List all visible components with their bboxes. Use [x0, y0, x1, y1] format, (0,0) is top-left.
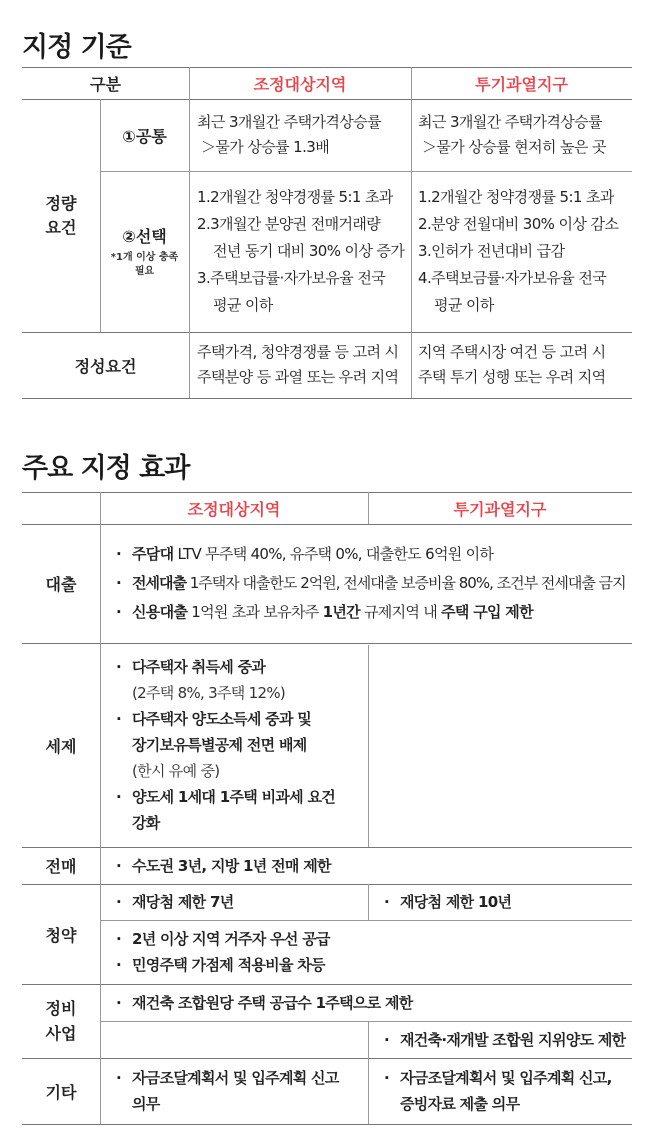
text-line: 3.주택보급률·자가보유율 전국 [197, 269, 386, 287]
selective-title: ②선택 [122, 227, 167, 246]
text-line: 주택 투기 성행 또는 우려 지역 [418, 368, 606, 386]
label-line: 요건 [45, 217, 77, 237]
redevelopment-item: · 재건축·재개발 조합원 지위양도 제한 [382, 1027, 625, 1053]
row-label-redevelopment [22, 984, 100, 1058]
text-line: 주택분양 등 과열 또는 우려 지역 [197, 368, 399, 386]
tax-item: · 양도세 1세대 1주택 비과세 요건 [114, 784, 335, 810]
section-title-criteria: 지정 기준 [22, 32, 131, 63]
common-speculation-cell [411, 99, 632, 171]
redevelopment-item: · 재건축 조합원당 주택 공급수 1주택으로 제한 [114, 990, 413, 1016]
text-line: 최근 3개월간 주택가격상승률 [418, 113, 602, 131]
subscription-speculation-cell [368, 884, 632, 920]
other-adjustment-cell [100, 1058, 368, 1124]
quantitative-requirement-label [22, 99, 100, 332]
label-line: 사업 [45, 1024, 77, 1043]
tax-item-continued: 강화 [132, 814, 160, 832]
row-label-tax: 세제 [45, 736, 77, 756]
common-label: ①공통 [122, 126, 167, 146]
subscription-item: · 민영주택 가점제 적용비율 차등 [114, 952, 330, 978]
loan-item: · 전세대출 1주택자 대출한도 2억원, 전세대출 보증비율 80%, 조건부 전세대출 금지 [114, 569, 626, 598]
selective-note: 필요 [134, 266, 155, 277]
subscription-shared-cell [100, 920, 632, 984]
tax-item: · 다주택자 양도소득세 중과 및 [114, 706, 335, 732]
text-line: ＞물가 상승률 1.3배 [201, 138, 330, 156]
tax-item: · 다주택자 취득세 중과 [114, 654, 335, 680]
text-line: 지역 주택시장 여건 등 고려 시 [418, 343, 606, 361]
header-speculation-zone: 투기과열지구 [453, 499, 547, 519]
redevelopment-shared-cell [100, 984, 632, 1021]
text-line: 1.2개월간 청약경쟁률 5:1 초과 [418, 188, 614, 206]
loan-item: · 신용대출 1억원 초과 보유차주 1년간 규제지역 내 주택 구입 제한 [114, 598, 626, 627]
text-line: 2.분양 전월대비 30% 이상 감소 [418, 215, 619, 233]
text-line: 1.2개월간 청약경쟁률 5:1 초과 [197, 188, 393, 206]
header-category: 구분 [90, 74, 121, 94]
other-item-continued: 증빙자료 제출 의무 [400, 1095, 520, 1113]
row-label-subscription: 청약 [45, 925, 77, 945]
other-item: · 자금조달계획서 및 입주계획 신고, [382, 1065, 612, 1091]
tax-item-continued: 장기보유특별공제 전면 배제 [132, 736, 307, 754]
selective-note: *1개 이상 충족 [110, 252, 179, 263]
text-line: 3.인허가 전년대비 급감 [418, 242, 565, 260]
text-line: 평균 이하 [434, 296, 494, 314]
row-label-resale: 전매 [45, 857, 77, 876]
tax-item-note: (한시 유예 중) [132, 762, 220, 780]
text-line: 4.주택보금률·자가보유율 전국 [418, 269, 607, 287]
selective-adjustment-cell [189, 171, 411, 332]
subscription-adjustment-cell [100, 884, 368, 920]
table-rule [22, 1124, 632, 1125]
subscription-item: · 2년 이상 지역 거주자 우선 공급 [114, 926, 330, 952]
redevelopment-speculation-cell [368, 1021, 632, 1058]
label-line: 정비 [45, 999, 77, 1018]
text-line: 주택가격, 청약경쟁률 등 고려 시 [197, 343, 399, 361]
resale-item: · 수도권 3년, 지방 1년 전매 제한 [114, 853, 331, 879]
selective-speculation-cell [411, 171, 632, 332]
header-speculation-zone: 투기과열지구 [475, 74, 568, 94]
text-line: 전년 동기 대비 30% 이상 증가 [213, 242, 405, 260]
tax-adjustment-cell [100, 643, 368, 847]
table-rule [22, 398, 632, 399]
loan-cell [100, 524, 632, 643]
header-adjustment-area: 조정대상지역 [253, 74, 347, 94]
selective-label [100, 171, 189, 332]
subscription-item: · 재당첨 제한 10년 [382, 889, 511, 915]
text-line: 2.3개월간 분양권 전매거래량 [197, 215, 381, 233]
tax-item-note: (2주택 8%, 3주택 12%) [132, 684, 286, 702]
text-line: ＞물가 상승률 현저히 높은 곳 [422, 138, 606, 156]
other-item: · 자금조달계획서 및 입주계획 신고 [114, 1065, 339, 1091]
text-line: 평균 이하 [213, 296, 273, 314]
qualitative-requirement-label: 정성요건 [74, 356, 137, 376]
row-label-loan: 대출 [45, 575, 77, 594]
section-title-effects: 주요 지정 효과 [22, 453, 190, 484]
qualitative-adjustment-cell [189, 332, 411, 398]
text-line: 최근 3개월간 주택가격상승률 [197, 113, 381, 131]
common-adjustment-cell [189, 99, 411, 171]
subscription-item: · 재당첨 제한 7년 [114, 889, 234, 915]
other-speculation-cell [368, 1058, 632, 1124]
row-label-other: 기타 [45, 1082, 77, 1102]
loan-item: · 주담대 LTV 무주택 40%, 유주택 0%, 대출한도 6억원 이하 [114, 540, 626, 569]
other-item-continued: 의무 [132, 1095, 160, 1113]
table-divider [368, 645, 369, 847]
label-line: 정량 [45, 193, 77, 213]
resale-cell [100, 847, 632, 884]
qualitative-speculation-cell [411, 332, 632, 398]
header-adjustment-area: 조정대상지역 [187, 499, 281, 519]
